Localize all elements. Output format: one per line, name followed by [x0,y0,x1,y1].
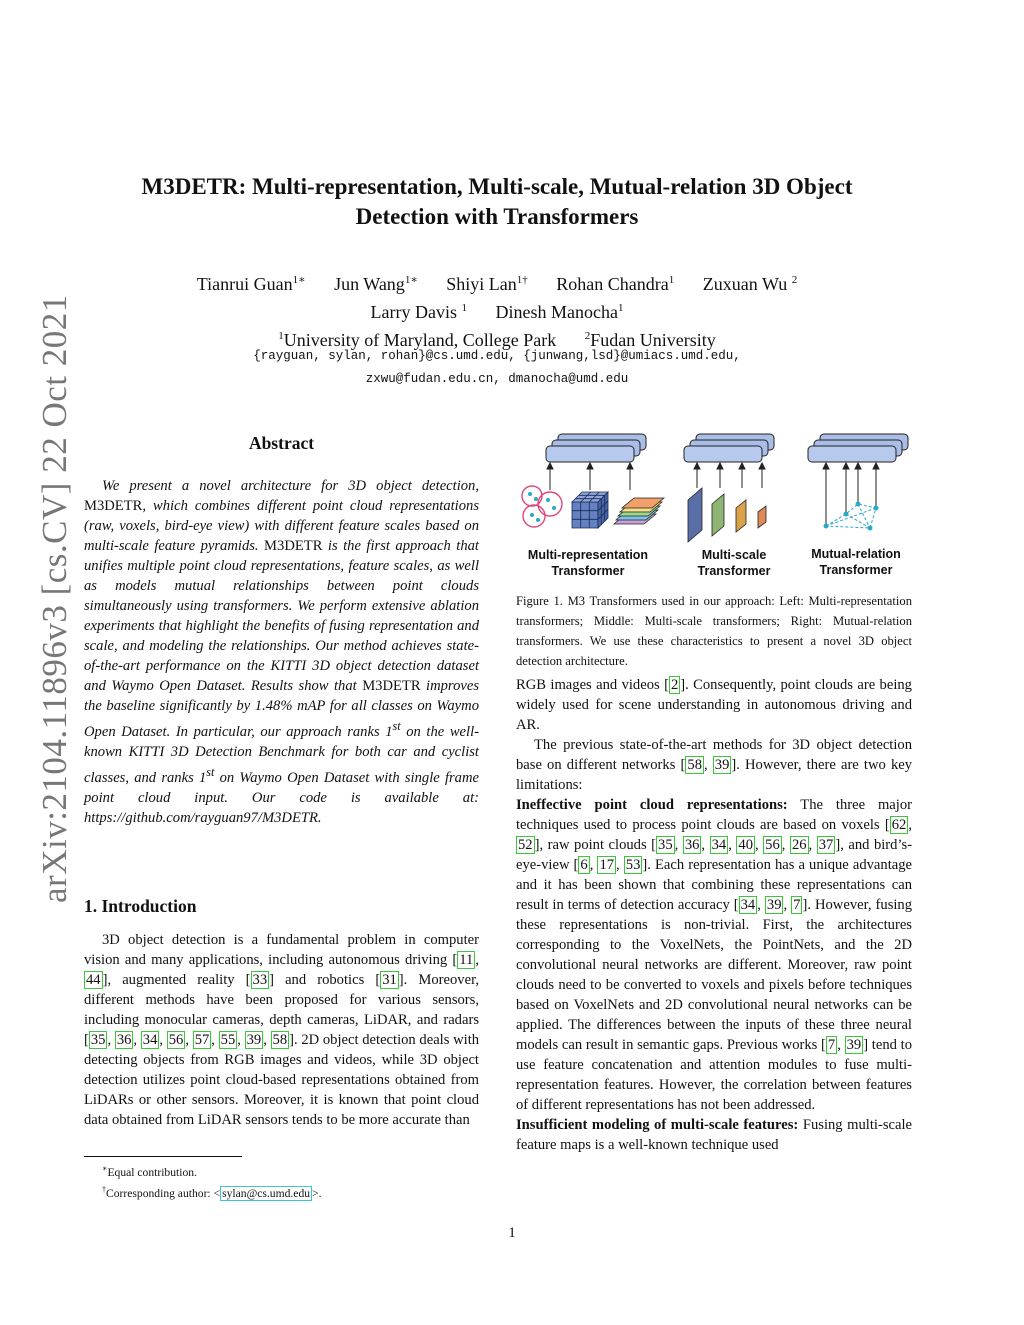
voxel-grid-icon [572,492,608,528]
author-row-1 [100,268,894,296]
paragraph: RGB images and videos [ 2 ]. Consequently, point clouds are being widely used for scene understanding in autonomous driving and AR. [516,677,912,733]
author: Jun Wang$^{1∗}$ [334,274,418,294]
citation-link[interactable]: 34 [142,1032,158,1048]
affiliation: $^1$University of Maryland, College Park [278,330,557,350]
citation-link[interactable]: 36 [684,837,700,853]
citation-link[interactable]: 34 [711,837,727,853]
point-relation-graph-icon [824,502,879,531]
figure-label-multi-representation-2: Transformer [551,564,625,578]
bird-eye-view-layers-icon [614,498,664,524]
footnote-corresponding-author: †Corresponding author: < sylan@cs.umd.edu >. [102,1184,322,1200]
footnote-divider [84,1156,242,1157]
figure-label-mutual-relation-2: Transformer [819,563,893,577]
citation-link[interactable]: 55 [220,1032,236,1048]
email-line-2: zxwu@fudan.edu.cn, dmanocha@umd.edu [365,372,629,386]
raw-point-clusters-icon [522,486,562,527]
abstract-heading: Abstract [248,433,315,453]
citation-link[interactable]: 56 [168,1032,184,1048]
citation-link[interactable]: 57 [194,1032,210,1048]
affiliation: $^2$Fudan University [584,330,716,350]
author: Tianrui Guan$^{1∗}$ [196,274,306,294]
footnote-equal-contribution: ∗Equal contribution. [102,1164,197,1179]
arrows [694,463,765,488]
right-column-text [516,675,912,1155]
citation-link[interactable]: 40 [738,837,753,853]
token-stack [684,434,774,462]
token-stack [546,434,646,462]
citation-link[interactable]: 35 [90,1032,106,1048]
citation-link[interactable]: 58 [687,757,702,773]
page-number: 1 [508,1225,516,1241]
citation-link[interactable]: 33 [252,972,268,988]
citation-link[interactable]: 34 [740,897,756,913]
token-stack [808,434,908,462]
citation-link[interactable]: 58 [272,1032,288,1048]
footnotes [84,1160,484,1202]
feature-pyramid-icon [688,488,766,542]
paragraph: Insufficient modeling of multi-scale features: Fusing multi-scale feature maps is a well-known technique used [516,1117,912,1153]
arrows [547,463,633,490]
author: Zuxuan Wu $^2$ [702,274,798,294]
paragraph: The previous state-of-the-art methods for 3D object detection base on different networks [ 58 , 39 ]. However, there are two key limitations: [516,737,913,793]
author-block [100,268,894,352]
citation-link[interactable]: 44 [86,972,101,988]
citation-link[interactable]: 17 [599,857,615,873]
paper-title: M3DETR: Multi-representation, Multi-scale, Mutual-relation 3D Object Detection with Transformers [141,174,853,229]
citation-link[interactable]: 35 [658,837,673,853]
figure-label-mutual-relation: Mutual-relation [811,547,901,561]
citation-link[interactable]: 53 [625,857,641,873]
introduction-heading: 1. Introduction [84,896,197,916]
citation-link[interactable]: 36 [116,1032,132,1048]
author: Larry Davis $^1$ [370,302,467,322]
figure-m3-transformers [510,430,920,580]
citation-link[interactable]: 56 [765,837,780,853]
citation-link[interactable]: 39 [246,1032,262,1048]
citation-link[interactable]: 37 [818,837,834,853]
figure-label-multi-scale-2: Transformer [697,564,771,578]
introduction-text: 3D object detection is a fundamental problem in computer vision and many applications, including autonomous driving [ 11 , 44 ], augmented reality [ 33 ] and robotics [ 31 ]. Moreover, different methods have been proposed for various sensors, including monocular cameras, depth cameras, LiDAR, and radars [ 35 , 36 , 34 , 56 , 57 , 55 , 39 , 58 ]. 2D object detection deals with detecting objects from RGB images and videos, while 3D object detection utilizes point cloud-based representations obtained from LiDARs or other sensors. Moreover, it is known that point cloud data obtained from LiDAR sensors tends to be more accurate than [84,932,480,1128]
figure-label-multi-representation: Multi-representation [527,548,649,562]
email-link[interactable]: sylan@cs.umd.edu [222,1186,311,1200]
author-row-2 [100,296,894,324]
abstract-text: We present a novel architecture for 3D object detection, M3DETR, which combines different point cloud representations (raw, voxels, bird-eye view) with different feature scales based on multi-scale feature pyramids. M3DETR is the first approach that unifies multiple point cloud representations, feature scales, as well as models mutual relationships between point clouds simultaneously using transformers. We perform extensive ablation experiments that highlight the benefits of fusing representation and scale, and modeling the relationships. Our method achieves state-of-the-art performance on the KITTI 3D object detection dataset and Waymo Open Dataset. Results show that M3DETR improves the baseline significantly by 1.48% mAP for all classes on Waymo Open Dataset. In particular, our approach ranks 1st on the well-known KITTI 3D Detection Benchmark for both car and cyclist classes, and ranks 1st on Waymo Open Dataset with single frame point cloud input. Our code is available at: https://github.com/rayguan97/M3DETR. [84,478,479,826]
citation-link[interactable]: 39 [766,897,782,913]
author-emails [100,345,894,391]
citation-link[interactable]: 52 [518,837,533,853]
citation-link[interactable]: 31 [382,972,397,988]
multi-representation-diagram [522,434,664,578]
citation-link[interactable]: 39 [714,757,730,773]
paragraph-heading: Insufficient modeling of multi-scale features: [516,1117,799,1133]
citation-link[interactable]: 39 [846,1037,862,1053]
paragraph: Ineffective point cloud representations: The three major techniques used to process point clouds are based on voxels [ 62 , 52 ], raw point clouds [ 35 , 36 , 34 , 40 , 56 , 26 , 37 ], and bird’s-eye-view [ 6 , 17 , 53 ]. Each representation has a unique advantage and it has been shown that combining these representations can result in terms of detection accuracy [ 34 , 39 , 7 ]. However, fusing these representations is non-trivial. First, the architectures corresponding to the VoxelNets, the PointNets, and the 2D convolutional neural networks are different. Moreover, raw point clouds need to be converted to voxels and pixels before techniques based on VoxelNets and 2D convolutional neural networks can be applied. The differences between the inputs of these three neural models can result in semantic gaps. Previous works [ 7 , 39 ] tend to use feature concatenation and attention modules to fuse multi-representation features. However, the correlation between features of different representations has not been addressed. [516,797,913,1113]
citation-link[interactable]: 6 [580,857,588,873]
figure-label-multi-scale: Multi-scale [701,548,767,562]
author: Dinesh Manocha$^1$ [495,302,624,322]
multi-scale-diagram [684,434,774,578]
mutual-relation-diagram [808,434,908,577]
citation-link[interactable]: 26 [791,837,807,853]
author: Rohan Chandra$^1$ [556,274,675,294]
author: Shiyi Lan$^{1\dagger}$ [446,274,528,294]
citation-link[interactable]: 11 [459,952,474,968]
arxiv-identifier-stamp: arXiv:2104.11896v3 [cs.CV] 22 Oct 2021 [35,294,74,903]
citation-link[interactable]: 7 [793,897,801,913]
email-line-1: {rayguan, sylan, rohan}@cs.umd.edu, {junwang,lsd}@umiacs.umd.edu, [253,349,741,363]
paragraph-heading: Ineffective point cloud representations: [516,797,788,813]
figure-caption: Figure 1. M3 Transformers used in our approach: Left: Multi-representation transformers; Middle: Multi-scale transformers; Right: Mutual-relation transformers. We use these characteristics to present a novel 3D object detection architecture. [516,594,912,668]
citation-link[interactable]: 7 [827,1037,836,1053]
citation-link[interactable]: 62 [891,817,907,833]
citation-link[interactable]: 2 [670,677,679,693]
